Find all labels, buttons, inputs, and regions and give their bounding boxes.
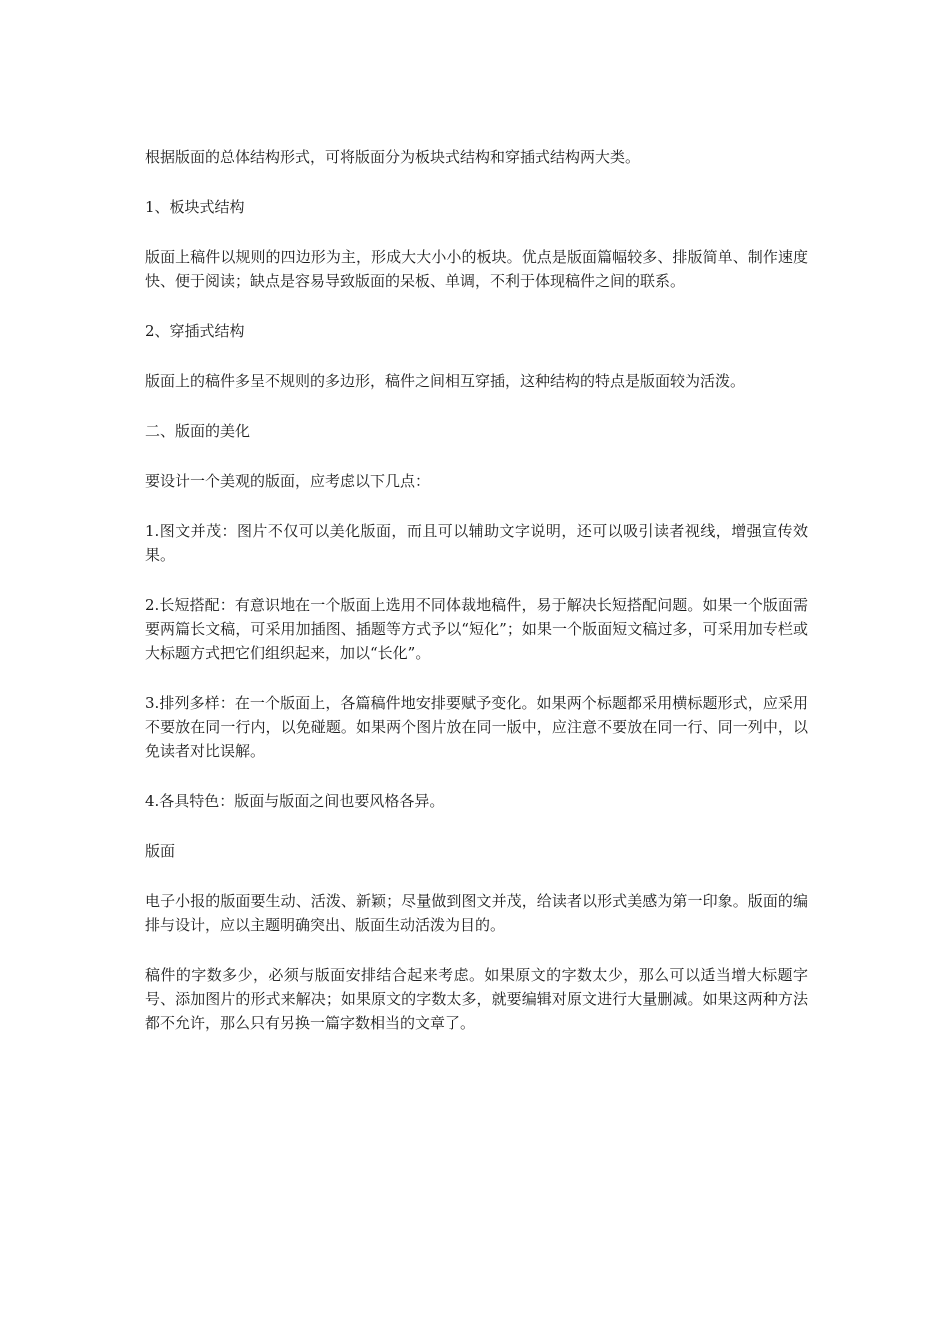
point-4-paragraph: 4.各具特色：版面与版面之间也要风格各异。 [145,792,445,810]
point-3-paragraph: 3.排列多样：在一个版面上，各篇稿件地安排要赋予变化。如果两个标题都采用横标题形式，应采用不要放在同一行内，以免碰题。如果两个图片放在同一版中，应注意不要放在同一行、同一列中，以免读者对比误解。 [145,694,808,760]
section-heading-interleaved-structure: 2、穿插式结构 [145,322,245,340]
intro-paragraph: 根据版面的总体结构形式，可将版面分为板块式结构和穿插式结构两大类。 [145,148,641,166]
interleaved-structure-paragraph: 版面上的稿件多呈不规则的多边形，稿件之间相互穿插，这种结构的特点是版面较为活泼。 [145,372,746,390]
word-count-paragraph: 稿件的字数多少，必须与版面安排结合起来考虑。如果原文的字数太少，那么可以适当增大标题字号、添加图片的形式来解决；如果原文的字数太多，就要编辑对原文进行大量删减。如果这两种方法都不允许，那么只有另换一篇字数相当的文章了。 [145,966,808,1032]
point-2-paragraph: 2.长短搭配：有意识地在一个版面上选用不同体裁地稿件，易于解决长短搭配问题。如果一个版面需要两篇长文稿，可采用加插图、插题等方式予以“短化”；如果一个版面短文稿过多，可采用加专栏或大标题方式把它们组织起来，加以“长化”。 [145,596,808,662]
beautification-intro-paragraph: 要设计一个美观的版面，应考虑以下几点： [145,472,431,490]
section-heading-block-structure: 1、板块式结构 [145,198,245,216]
section-heading-layout: 版面 [145,842,176,860]
block-structure-paragraph: 版面上稿件以规则的四边形为主，形成大大小小的板块。优点是版面篇幅较多、排版简单、制作速度快、便于阅读；缺点是容易导致版面的呆板、单调，不利于体现稿件之间的联系。 [145,248,808,290]
point-1-paragraph: 1.图文并茂：图片不仅可以美化版面，而且可以辅助文字说明，还可以吸引读者视线，增强宣传效果。 [145,522,808,564]
document-body [145,145,808,1061]
section-heading-layout-beautification: 二、版面的美化 [145,422,251,440]
newsletter-layout-paragraph: 电子小报的版面要生动、活泼、新颖；尽量做到图文并茂，给读者以形式美感为第一印象。版面的编排与设计，应以主题明确突出、版面生动活泼为目的。 [145,892,808,934]
